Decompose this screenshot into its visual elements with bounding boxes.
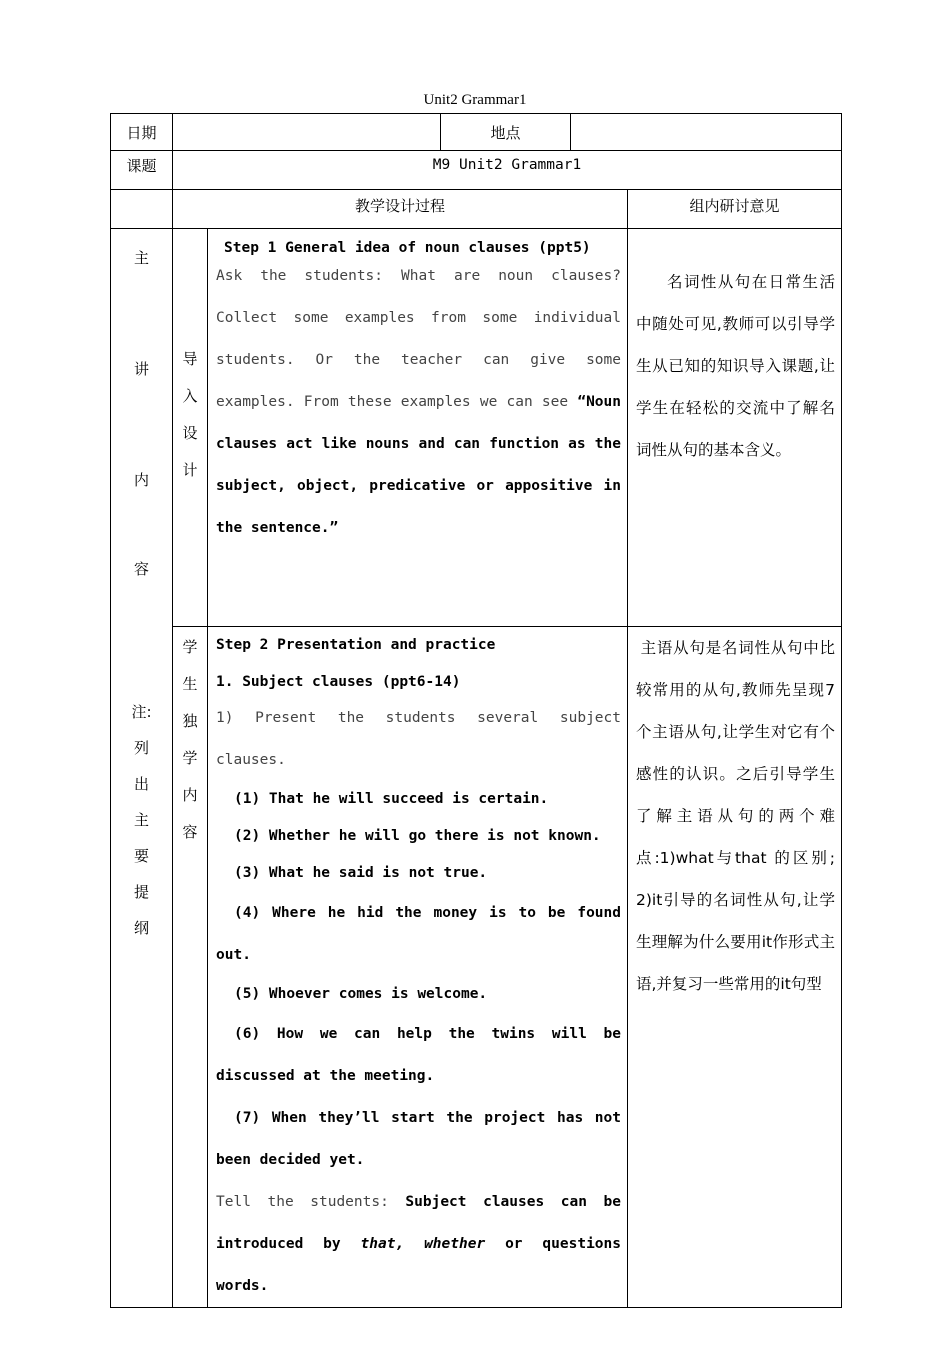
example-sentence: (7) When they’ll start the project has not been decided yet. <box>216 1110 621 1168</box>
section1-comment-text: 名词性从句在日常生活中随处可见,教师可以引导学生从已知的知识导入课题,让学生在轻松的交流中了解名词性从句的基本含义。 <box>636 273 835 459</box>
example-sentence: (1) That he will succeed is certain. <box>234 791 549 807</box>
step1-title: Step 1 General idea of noun clauses (ppt5) <box>224 240 591 256</box>
step2-intro: 1) Present the students several subject clauses. <box>216 710 621 768</box>
step2-subtitle: 1. Subject clauses (ppt6-14) <box>216 674 461 690</box>
document-title: Unit2 Grammar1 <box>423 92 527 108</box>
left-main-char: 内 <box>133 471 149 489</box>
tell-word-whether: whether <box>424 1236 486 1252</box>
topic-label: 课题 <box>111 151 173 190</box>
left-note-char: 主 <box>133 811 149 829</box>
section2-label-char: 内 <box>182 786 198 804</box>
tell-word-that: that, <box>360 1236 405 1252</box>
section2-label-char: 独 <box>182 712 198 730</box>
empty-cell <box>111 190 173 229</box>
example-sentence: (2) Whether he will go there is not known. <box>234 828 601 844</box>
topic-value: M9 Unit2 Grammar1 <box>173 151 842 190</box>
section2-label-char: 容 <box>182 823 198 841</box>
section2-comment <box>628 627 842 1308</box>
step2-title: Step 2 Presentation and practice <box>216 637 496 653</box>
section2-label-char: 生 <box>182 675 198 693</box>
step1-text: Ask the students: What are noun clauses? Collect some examples from some individual students. Or the teacher can give some examples. From these examples we can see <box>216 268 621 410</box>
left-note-char: 纲 <box>133 919 149 937</box>
left-note-char: 列 <box>133 739 149 757</box>
process-header: 教学设计过程 <box>173 190 628 229</box>
example-sentence: (5) Whoever comes is welcome. <box>234 986 488 1002</box>
left-main-char: 容 <box>133 560 149 578</box>
section1-label <box>173 229 208 627</box>
date-value <box>173 114 441 151</box>
section1-comment <box>628 229 842 627</box>
comment-header: 组内研讨意见 <box>628 190 842 229</box>
section2-content <box>208 627 628 1308</box>
step1-definition: “Noun clauses act like nouns and can function as the subject, object, predicative or appositive in the sentence.” <box>216 394 621 536</box>
section2-label <box>173 627 208 1308</box>
left-note-char: 出 <box>133 775 149 793</box>
section2-label-char: 学 <box>182 638 198 656</box>
place-label: 地点 <box>441 114 571 151</box>
section2-label-char: 学 <box>182 749 198 767</box>
example-sentence: (4) Where he hid the money is to be found out. <box>216 905 621 963</box>
left-note-char: 要 <box>133 847 149 865</box>
left-main-char: 主 <box>133 249 149 267</box>
section1-label-char: 设 <box>182 424 198 442</box>
tell-rule: Subject clauses can be introduced by <box>216 1194 621 1252</box>
place-value <box>571 114 842 151</box>
tell-text: Tell the students: <box>216 1194 406 1210</box>
left-note-char: 提 <box>133 883 149 901</box>
example-sentence: (3) What he said is not true. <box>234 865 488 881</box>
example-sentence: (6) How we can help the twins will be discussed at the meeting. <box>216 1026 621 1084</box>
lesson-plan-table <box>110 113 842 1308</box>
left-main-char: 讲 <box>133 360 149 378</box>
left-column <box>111 229 173 1308</box>
date-label: 日期 <box>111 114 173 151</box>
section1-label-char: 导 <box>182 350 198 368</box>
section1-content <box>208 229 628 627</box>
section1-label-char: 入 <box>182 387 198 405</box>
section2-comment-text: 主语从句是名词性从句中比较常用的从句,教师先呈现7个主语从句,让学生对它有个感性的认识。之后引导学生了解主语从句的两个难点:1)what与that 的区别; 2)it引导的名词性从句,让学生理解为什么要用it作形式主语,并复习一些常用的it句型 <box>636 639 835 993</box>
tell-end: or questions words. <box>216 1236 621 1294</box>
section1-label-char: 计 <box>182 461 198 479</box>
left-note-char: 注: <box>131 703 152 721</box>
